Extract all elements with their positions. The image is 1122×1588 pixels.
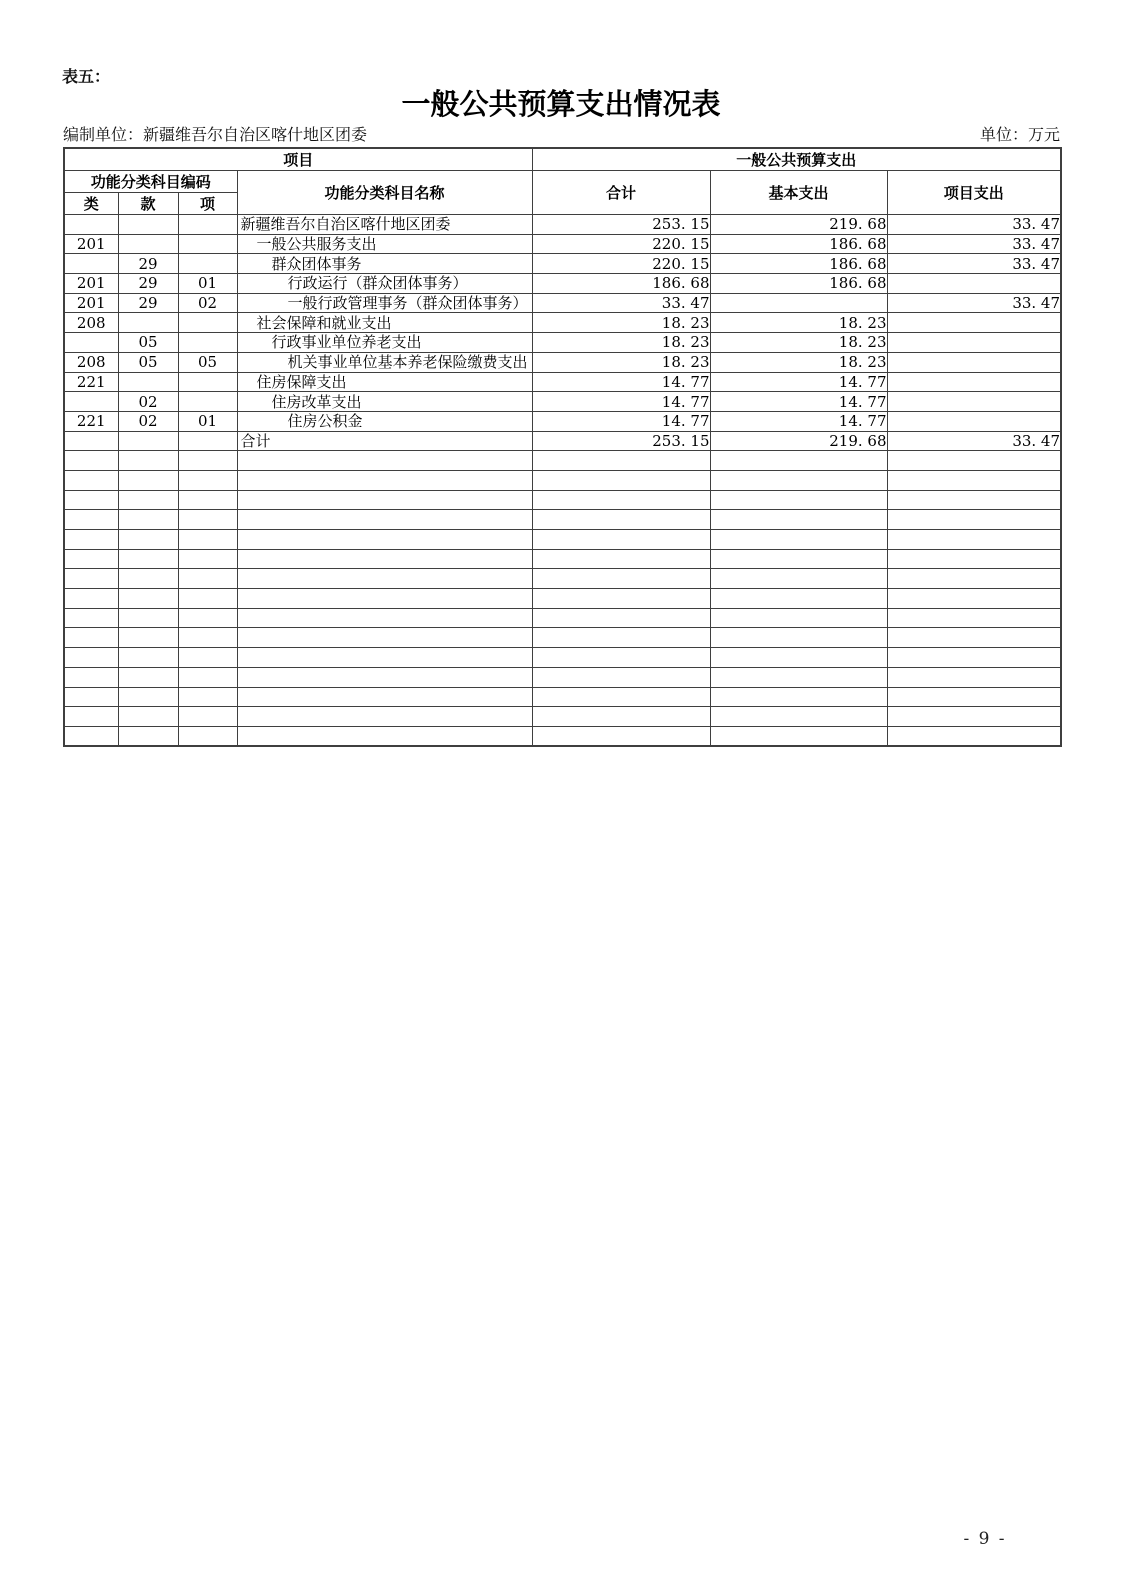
total-value-cell: 18. 23 xyxy=(532,313,710,333)
empty-table-row xyxy=(64,589,1061,609)
table-row xyxy=(64,333,1061,353)
empty-cell xyxy=(178,648,237,668)
header-budget-group: 一般公共预算支出 xyxy=(532,148,1061,171)
empty-cell xyxy=(887,451,1061,471)
empty-cell xyxy=(710,510,887,530)
subject-name-cell: 社会保障和就业支出 xyxy=(237,313,532,333)
lei-code-cell: 208 xyxy=(64,313,118,333)
empty-cell xyxy=(887,470,1061,490)
empty-cell xyxy=(887,707,1061,727)
xiang-code-cell xyxy=(178,392,237,412)
total-value-cell: 18. 23 xyxy=(532,352,710,372)
project-value-cell xyxy=(887,352,1061,372)
empty-cell xyxy=(118,569,178,589)
empty-cell xyxy=(532,707,710,727)
empty-cell xyxy=(64,549,118,569)
empty-cell xyxy=(178,510,237,530)
empty-table-row xyxy=(64,530,1061,550)
empty-cell xyxy=(64,510,118,530)
empty-cell xyxy=(64,470,118,490)
header-projectexp-col: 项目支出 xyxy=(887,171,1061,215)
empty-cell xyxy=(710,608,887,628)
empty-cell xyxy=(237,490,532,510)
xiang-code-cell: 05 xyxy=(178,352,237,372)
empty-cell xyxy=(64,608,118,628)
empty-cell xyxy=(532,608,710,628)
kuan-code-cell xyxy=(118,313,178,333)
project-value-cell xyxy=(887,274,1061,294)
basic-value-cell: 18. 23 xyxy=(710,352,887,372)
empty-cell xyxy=(178,608,237,628)
empty-cell xyxy=(887,510,1061,530)
basic-value-cell: 18. 23 xyxy=(710,333,887,353)
budget-expenditure-table xyxy=(63,147,1062,747)
empty-table-row xyxy=(64,569,1061,589)
empty-cell xyxy=(118,470,178,490)
empty-cell xyxy=(237,608,532,628)
empty-cell xyxy=(887,648,1061,668)
empty-cell xyxy=(710,549,887,569)
empty-cell xyxy=(887,549,1061,569)
empty-cell xyxy=(710,648,887,668)
subject-name-cell: 行政事业单位养老支出 xyxy=(237,333,532,353)
empty-cell xyxy=(237,510,532,530)
page-number: - 9 - xyxy=(963,1529,1007,1549)
empty-cell xyxy=(178,589,237,609)
basic-value-cell: 186. 68 xyxy=(710,254,887,274)
empty-table-row xyxy=(64,628,1061,648)
empty-cell xyxy=(64,667,118,687)
xiang-code-cell xyxy=(178,254,237,274)
empty-cell xyxy=(532,628,710,648)
project-value-cell xyxy=(887,313,1061,333)
basic-value-cell: 219. 68 xyxy=(710,431,887,451)
total-value-cell: 18. 23 xyxy=(532,333,710,353)
table-row xyxy=(64,352,1061,372)
empty-cell xyxy=(237,589,532,609)
table-row xyxy=(64,313,1061,333)
lei-code-cell xyxy=(64,431,118,451)
project-value-cell xyxy=(887,392,1061,412)
subject-name-cell: 住房保障支出 xyxy=(237,372,532,392)
empty-cell xyxy=(532,648,710,668)
project-value-cell: 33. 47 xyxy=(887,254,1061,274)
meta-row xyxy=(63,125,1060,145)
empty-cell xyxy=(118,451,178,471)
empty-cell xyxy=(118,608,178,628)
empty-cell xyxy=(237,687,532,707)
total-value-cell: 253. 15 xyxy=(532,431,710,451)
empty-cell xyxy=(64,726,118,746)
project-value-cell xyxy=(887,411,1061,431)
xiang-code-cell: 01 xyxy=(178,411,237,431)
basic-value-cell: 14. 77 xyxy=(710,411,887,431)
kuan-code-cell: 02 xyxy=(118,392,178,412)
sheet-label: 表五： xyxy=(62,67,111,86)
total-value-cell: 220. 15 xyxy=(532,254,710,274)
empty-cell xyxy=(118,530,178,550)
project-value-cell: 33. 47 xyxy=(887,431,1061,451)
empty-cell xyxy=(532,490,710,510)
basic-value-cell: 14. 77 xyxy=(710,372,887,392)
subject-name-cell: 新疆维吾尔自治区喀什地区团委 xyxy=(237,215,532,235)
empty-cell xyxy=(710,451,887,471)
kuan-code-cell: 02 xyxy=(118,411,178,431)
kuan-code-cell: 29 xyxy=(118,254,178,274)
table-row xyxy=(64,254,1061,274)
empty-cell xyxy=(118,648,178,668)
empty-cell xyxy=(64,628,118,648)
xiang-code-cell xyxy=(178,333,237,353)
kuan-code-cell: 05 xyxy=(118,352,178,372)
empty-cell xyxy=(887,608,1061,628)
table-row xyxy=(64,293,1061,313)
empty-cell xyxy=(64,569,118,589)
total-value-cell: 220. 15 xyxy=(532,234,710,254)
empty-cell xyxy=(64,490,118,510)
project-value-cell: 33. 47 xyxy=(887,293,1061,313)
basic-value-cell: 18. 23 xyxy=(710,313,887,333)
empty-cell xyxy=(237,628,532,648)
table-row xyxy=(64,392,1061,412)
empty-table-row xyxy=(64,510,1061,530)
empty-cell xyxy=(710,667,887,687)
project-value-cell xyxy=(887,372,1061,392)
empty-cell xyxy=(178,451,237,471)
empty-cell xyxy=(887,726,1061,746)
xiang-code-cell xyxy=(178,234,237,254)
subject-name-cell: 一般公共服务支出 xyxy=(237,234,532,254)
kuan-code-cell: 29 xyxy=(118,293,178,313)
unit-note: 单位：万元 xyxy=(979,125,1060,144)
table-row xyxy=(64,274,1061,294)
table-row xyxy=(64,431,1061,451)
empty-cell xyxy=(237,648,532,668)
subject-name-cell: 群众团体事务 xyxy=(237,254,532,274)
empty-cell xyxy=(178,569,237,589)
header-project-group: 项目 xyxy=(64,148,532,171)
empty-table-row xyxy=(64,549,1061,569)
empty-cell xyxy=(887,628,1061,648)
empty-cell xyxy=(64,648,118,668)
empty-cell xyxy=(237,707,532,727)
xiang-code-cell xyxy=(178,431,237,451)
lei-code-cell: 201 xyxy=(64,293,118,313)
empty-cell xyxy=(887,589,1061,609)
header-name-col: 功能分类科目名称 xyxy=(237,171,532,215)
lei-code-cell xyxy=(64,333,118,353)
total-value-cell: 33. 47 xyxy=(532,293,710,313)
empty-cell xyxy=(532,549,710,569)
empty-cell xyxy=(710,687,887,707)
table-row xyxy=(64,411,1061,431)
empty-cell xyxy=(237,530,532,550)
empty-cell xyxy=(118,707,178,727)
total-value-cell: 14. 77 xyxy=(532,392,710,412)
total-value-cell: 253. 15 xyxy=(532,215,710,235)
empty-cell xyxy=(887,490,1061,510)
kuan-code-cell xyxy=(118,234,178,254)
empty-cell xyxy=(178,707,237,727)
empty-cell xyxy=(64,530,118,550)
kuan-code-cell: 05 xyxy=(118,333,178,353)
basic-value-cell: 186. 68 xyxy=(710,234,887,254)
prepared-by-unit: 编制单位：新疆维吾尔自治区喀什地区团委 xyxy=(63,125,368,144)
header-basic-col: 基本支出 xyxy=(710,171,887,215)
empty-cell xyxy=(710,707,887,727)
empty-cell xyxy=(64,589,118,609)
empty-table-row xyxy=(64,608,1061,628)
empty-cell xyxy=(532,726,710,746)
xiang-code-cell: 02 xyxy=(178,293,237,313)
empty-cell xyxy=(118,490,178,510)
empty-cell xyxy=(710,470,887,490)
header-lei-col: 类 xyxy=(64,193,118,215)
empty-table-row xyxy=(64,470,1061,490)
empty-cell xyxy=(887,569,1061,589)
xiang-code-cell: 01 xyxy=(178,274,237,294)
empty-cell xyxy=(178,687,237,707)
basic-value-cell xyxy=(710,293,887,313)
header-xiang-col: 项 xyxy=(178,193,237,215)
project-value-cell xyxy=(887,333,1061,353)
empty-cell xyxy=(118,667,178,687)
empty-cell xyxy=(532,687,710,707)
header-row-groups xyxy=(64,148,1061,171)
empty-cell xyxy=(178,667,237,687)
empty-cell xyxy=(237,726,532,746)
lei-code-cell: 221 xyxy=(64,372,118,392)
xiang-code-cell xyxy=(178,215,237,235)
table-row xyxy=(64,372,1061,392)
empty-cell xyxy=(64,451,118,471)
empty-cell xyxy=(532,470,710,490)
lei-code-cell: 208 xyxy=(64,352,118,372)
empty-cell xyxy=(118,510,178,530)
empty-cell xyxy=(118,726,178,746)
subject-name-cell: 住房公积金 xyxy=(237,411,532,431)
empty-table-row xyxy=(64,490,1061,510)
subject-name-cell: 机关事业单位基本养老保险缴费支出 xyxy=(237,352,532,372)
empty-cell xyxy=(532,530,710,550)
table-row xyxy=(64,234,1061,254)
xiang-code-cell xyxy=(178,372,237,392)
empty-table-row xyxy=(64,707,1061,727)
lei-code-cell: 201 xyxy=(64,234,118,254)
empty-cell xyxy=(710,490,887,510)
lei-code-cell xyxy=(64,215,118,235)
subject-name-cell: 住房改革支出 xyxy=(237,392,532,412)
total-value-cell: 14. 77 xyxy=(532,372,710,392)
table-row xyxy=(64,215,1061,235)
kuan-code-cell: 29 xyxy=(118,274,178,294)
empty-cell xyxy=(118,628,178,648)
lei-code-cell: 201 xyxy=(64,274,118,294)
header-total-col: 合计 xyxy=(532,171,710,215)
empty-cell xyxy=(887,530,1061,550)
empty-cell xyxy=(710,530,887,550)
empty-table-row xyxy=(64,667,1061,687)
empty-table-row xyxy=(64,451,1061,471)
empty-cell xyxy=(178,628,237,648)
empty-cell xyxy=(532,589,710,609)
lei-code-cell: 221 xyxy=(64,411,118,431)
empty-cell xyxy=(178,470,237,490)
empty-cell xyxy=(178,530,237,550)
project-value-cell: 33. 47 xyxy=(887,234,1061,254)
project-value-cell: 33. 47 xyxy=(887,215,1061,235)
empty-cell xyxy=(64,707,118,727)
lei-code-cell xyxy=(64,254,118,274)
empty-cell xyxy=(118,549,178,569)
empty-cell xyxy=(237,451,532,471)
empty-cell xyxy=(237,470,532,490)
subject-name-cell: 一般行政管理事务（群众团体事务） xyxy=(237,293,532,313)
empty-cell xyxy=(178,490,237,510)
kuan-code-cell xyxy=(118,372,178,392)
total-value-cell: 14. 77 xyxy=(532,411,710,431)
basic-value-cell: 14. 77 xyxy=(710,392,887,412)
xiang-code-cell xyxy=(178,313,237,333)
empty-table-row xyxy=(64,648,1061,668)
basic-value-cell: 186. 68 xyxy=(710,274,887,294)
empty-cell xyxy=(887,667,1061,687)
empty-cell xyxy=(710,628,887,648)
empty-table-row xyxy=(64,726,1061,746)
subject-name-cell: 合计 xyxy=(237,431,532,451)
header-kuan-col: 款 xyxy=(118,193,178,215)
empty-cell xyxy=(118,589,178,609)
empty-cell xyxy=(237,569,532,589)
empty-cell xyxy=(710,569,887,589)
empty-cell xyxy=(532,451,710,471)
empty-cell xyxy=(532,569,710,589)
empty-table-row xyxy=(64,687,1061,707)
empty-cell xyxy=(710,726,887,746)
empty-cell xyxy=(532,510,710,530)
subject-name-cell: 行政运行（群众团体事务） xyxy=(237,274,532,294)
total-value-cell: 186. 68 xyxy=(532,274,710,294)
empty-cell xyxy=(178,726,237,746)
empty-cell xyxy=(532,667,710,687)
kuan-code-cell xyxy=(118,215,178,235)
header-code-group: 功能分类科目编码 xyxy=(64,171,237,193)
basic-value-cell: 219. 68 xyxy=(710,215,887,235)
empty-cell xyxy=(237,549,532,569)
lei-code-cell xyxy=(64,392,118,412)
empty-cell xyxy=(64,687,118,707)
page-title: 一般公共预算支出情况表 xyxy=(401,87,721,121)
header-row-cols xyxy=(64,171,1061,193)
empty-cell xyxy=(118,687,178,707)
empty-cell xyxy=(237,667,532,687)
kuan-code-cell xyxy=(118,431,178,451)
empty-cell xyxy=(178,549,237,569)
empty-cell xyxy=(710,589,887,609)
empty-cell xyxy=(887,687,1061,707)
